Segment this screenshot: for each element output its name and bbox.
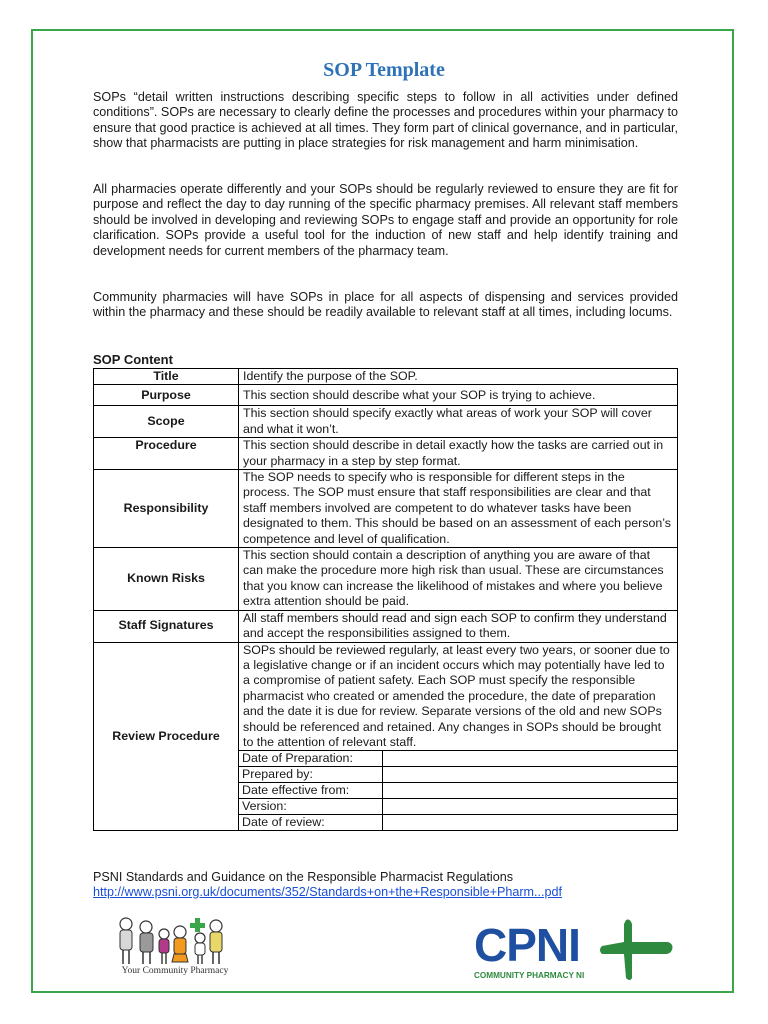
prepared-by-field[interactable] xyxy=(383,767,678,783)
field-label: Date effective from: xyxy=(239,783,383,799)
row-text: This section should describe in detail exactly how the tasks are carried out in your pharmacy in a step by step format. xyxy=(239,438,678,470)
table-row xyxy=(239,751,677,767)
row-text: Identify the purpose of the SOP. xyxy=(239,369,678,385)
row-label: Scope xyxy=(94,406,239,438)
table-row xyxy=(94,438,678,470)
green-cross-icon xyxy=(596,916,676,982)
review-fields-table xyxy=(239,750,677,830)
version-field[interactable] xyxy=(383,799,678,815)
footer-text: PSNI Standards and Guidance on the Responsible Pharmacist Regulations xyxy=(93,870,514,884)
table-row xyxy=(239,799,677,815)
cpni-logo xyxy=(472,916,678,982)
cpni-wordmark: CPNI xyxy=(474,919,580,971)
table-row xyxy=(94,610,678,642)
row-text: All staff members should read and sign each SOP to confirm they understand and accept the responsibilities assigned to them. xyxy=(239,610,678,642)
sop-content-table xyxy=(93,368,678,831)
row-label: Known Risks xyxy=(94,548,239,611)
row-label: Procedure xyxy=(94,438,239,470)
field-label: Version: xyxy=(239,799,383,815)
psni-link[interactable]: http://www.psni.org.uk/documents/352/Standards+on+the+Responsible+Pharm...pdf xyxy=(93,885,563,899)
family-illustration-icon xyxy=(100,914,250,968)
review-cell xyxy=(239,642,678,831)
pharmacies-paragraph: All pharmacies operate differently and your SOPs should be regularly reviewed to ensure they are fit for purpose and reflect the day to day running of the specific pharmacy premises. All relevant staff members should be involved in developing and reviewing SOPs to engage staff and provide an opportunity for role clarification. SOPs provide a useful tool for the induction of new staff and help identify training and development needs for current members of the pharmacy team. xyxy=(93,182,678,258)
field-label: Date of Preparation: xyxy=(239,751,383,767)
table-row xyxy=(94,470,678,548)
table-row xyxy=(239,783,677,799)
intro-paragraph: SOPs “detail written instructions describing specific steps to follow in all activities under defined conditions”. SOPs are necessary to clearly define the processes and procedures within your pharmacy to ensure that good practice is achieved at all times. They form part of clinical governance, and in particular, show that pharmacists are putting in place strategies for risk management and harm minimisation. xyxy=(93,90,678,151)
cpni-tagline: COMMUNITY PHARMACY NI xyxy=(474,971,585,980)
row-text: The SOP needs to specify who is responsible for different steps in the process. The SOP must ensure that staff responsibilities are clear and that staff members involved are competent to do whatever tasks have been designated to them. This should be based on an assessment of each person’s competence and level of qualification. xyxy=(239,470,678,548)
table-row xyxy=(94,385,678,406)
sop-content-heading: SOP Content xyxy=(93,352,173,367)
community-paragraph: Community pharmacies will have SOPs in place for all aspects of dispensing and services provided within the pharmacy and these should be readily available to relevant staff at all times, including locums. xyxy=(93,290,678,320)
row-text: This section should describe what your SOP is trying to achieve. xyxy=(239,385,678,406)
row-label: Staff Signatures xyxy=(94,610,239,642)
row-label: Responsibility xyxy=(94,470,239,548)
row-label: Purpose xyxy=(94,385,239,406)
date-of-preparation-field[interactable] xyxy=(383,751,678,767)
date-effective-field[interactable] xyxy=(383,783,678,799)
table-row xyxy=(94,406,678,438)
table-row xyxy=(239,767,677,783)
row-label: Review Procedure xyxy=(94,642,239,831)
community-pharmacy-logo xyxy=(100,914,250,984)
table-row xyxy=(94,642,678,831)
review-text: SOPs should be reviewed regularly, at least every two years, or sooner due to a legislative change or if an incident occurs which may potentially have led to a compromise of patient safety. Each SOP must specify the responsible pharmacist who created or amended the procedure, the date of preparation and the date it is due for review. Separate versions of the old and new SOPs should be referenced and retained. Any changes in SOPs should be brought to the attention of relevant staff. xyxy=(243,642,670,749)
page-title: SOP Template xyxy=(323,59,445,81)
table-row xyxy=(94,369,678,385)
field-label: Prepared by: xyxy=(239,767,383,783)
date-of-review-field[interactable] xyxy=(383,815,678,831)
table-row xyxy=(94,548,678,611)
field-label: Date of review: xyxy=(239,815,383,831)
row-text: This section should contain a description of anything you are aware of that can make the procedure more high risk than usual. These are circumstances that you know can increase the likelihood of mistakes and where you believe extra attention should be paid. xyxy=(239,548,678,611)
table-row xyxy=(239,815,677,831)
logo-caption: Your Community Pharmacy xyxy=(121,966,229,976)
row-label: Title xyxy=(94,369,239,385)
row-text: This section should specify exactly what areas of work your SOP will cover and what it won’t. xyxy=(239,406,678,438)
